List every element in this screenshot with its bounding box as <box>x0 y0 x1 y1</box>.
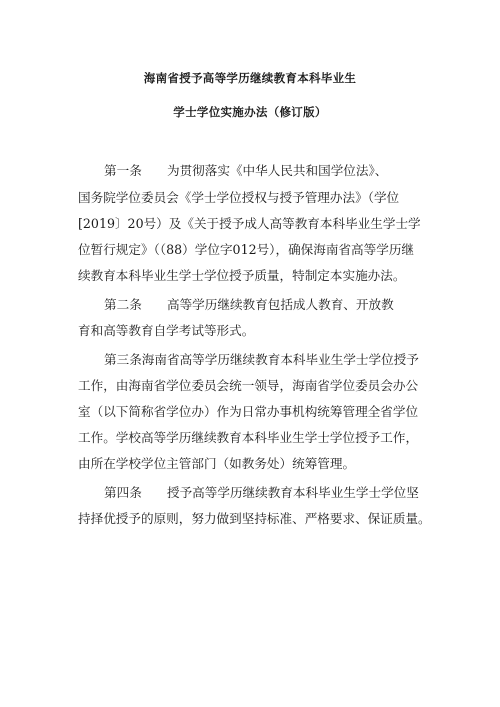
article2-line1: 第二条 高等学历继续教育包括成人教育、开放教 <box>104 297 394 312</box>
article4-line1: 第四条 授予高等学历继续教育本科毕业生学士学位坚 <box>104 485 419 500</box>
document-title-line1: 海南省授予高等学历继续教育本科毕业生 <box>143 71 357 85</box>
article3-line1: 第三条海南省高等学历继续教育本科毕业生学士学位授予 <box>104 352 419 367</box>
article4-line2: 持择优授予的原则，努力做到坚持标准、严格要求、保证质量。 <box>78 511 431 526</box>
article1-line1: 第一条 为贯彻落实《中华人民共和国学位法》、 <box>104 163 388 178</box>
article3-line4: 工作。学校高等学历继续教育本科毕业生学士学位授予工作， <box>78 430 419 445</box>
article3-line3: 室（以下简称省学位办）作为日常办事机构统筹管理全省学位 <box>78 404 419 419</box>
document-title-line2: 学士学位实施办法（修订版） <box>173 105 327 119</box>
article1-line5: 续教育本科毕业生学士学位授予质量，特制定本实施办法。 <box>78 268 406 283</box>
article3-line2: 工作，由海南省学位委员会统一领导，海南省学位委员会办公 <box>78 378 419 393</box>
article3-line5: 由所在学校学位主管部门（如教务处）统筹管理。 <box>78 456 356 471</box>
article1-line4: 位暂行规定》（（88）学位字012号），确保海南省高等学历继 <box>78 242 415 257</box>
article2-line2: 育和高等教育自学考试等形式。 <box>78 323 255 338</box>
article1-line3: [2019〕20号）及《关于授予成人高等教育本科毕业生学士学 <box>78 216 421 231</box>
article1-line2: 国务院学位委员会《学士学位授权与授予管理办法》（学位 <box>78 190 400 205</box>
